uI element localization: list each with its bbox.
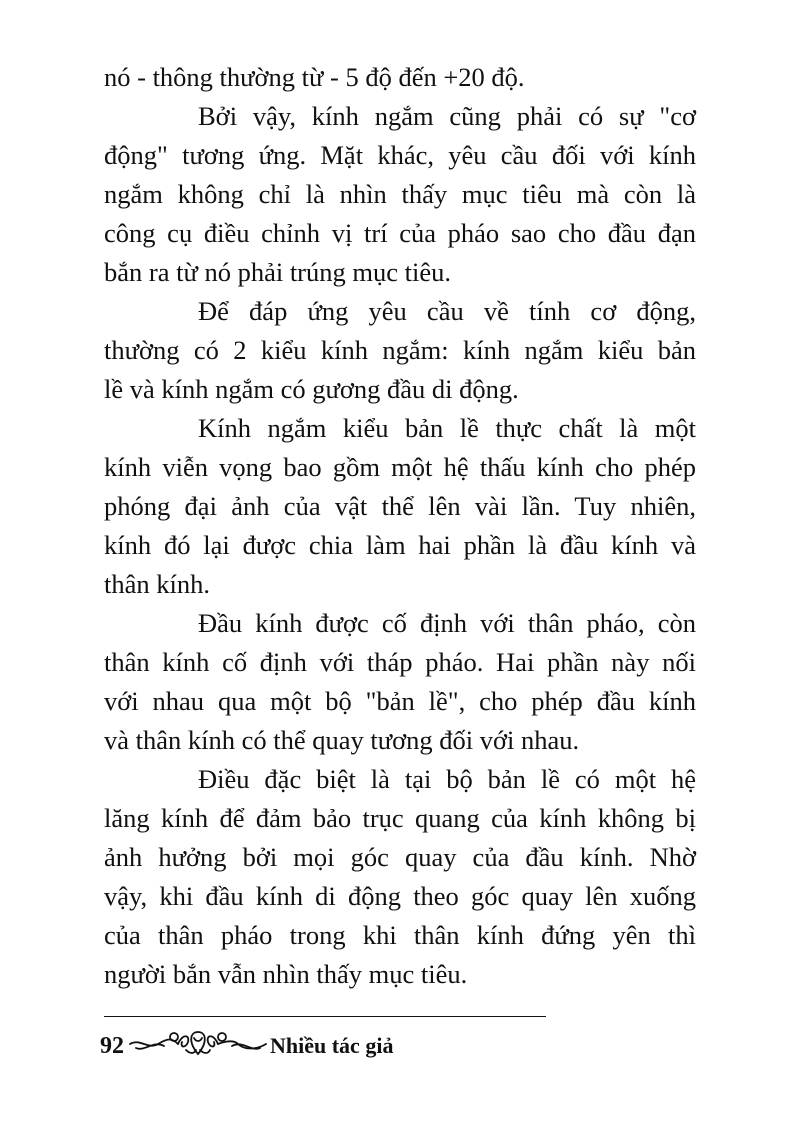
page-number: 92: [100, 1032, 124, 1059]
text-line: người bắn vẫn nhìn thấy mục tiêu.: [104, 959, 468, 989]
text-line: vậy, khi đầu kính di động theo góc quay lên xuống: [104, 881, 696, 911]
text-line: công cụ điều chỉnh vị trí của pháo sao cho đầu đạn: [104, 218, 696, 248]
footer-author: Nhiều tác giả: [270, 1033, 394, 1058]
footer-divider: [104, 1016, 546, 1017]
scroll-ornament-icon: [128, 1028, 268, 1064]
text-line: phóng đại ảnh của vật thể lên vài lần. Tuy nhiên,: [104, 491, 696, 521]
body-text: [104, 58, 696, 994]
text-line: Bởi vậy, kính ngắm cũng phải có sự "cơ: [198, 101, 696, 131]
text-line: lề và kính ngắm có gương đầu di động.: [104, 374, 519, 404]
text-line: kính viễn vọng bao gồm một hệ thấu kính cho phép: [104, 452, 696, 482]
text-line: và thân kính có thể quay tương đối với nhau.: [104, 725, 580, 755]
text-line: lăng kính để đảm bảo trục quang của kính không bị: [104, 803, 696, 833]
text-line: thân kính cố định với tháp pháo. Hai phần này nối: [104, 647, 696, 677]
text-line: bắn ra từ nó phải trúng mục tiêu.: [104, 257, 451, 287]
text-line: Kính ngắm kiểu bản lề thực chất là một: [198, 413, 696, 443]
text-line: Đầu kính được cố định với thân pháo, còn: [198, 608, 696, 638]
page-footer: [100, 1026, 393, 1066]
text-line: Điều đặc biệt là tại bộ bản lề có một hệ: [198, 764, 696, 794]
text-line: với nhau qua một bộ "bản lề", cho phép đầu kính: [104, 686, 696, 716]
text-line: nó - thông thường từ - 5 độ đến +20 độ.: [104, 62, 525, 92]
text-line: thường có 2 kiểu kính ngắm: kính ngắm kiểu bản: [104, 335, 696, 365]
text-line: Để đáp ứng yêu cầu về tính cơ động,: [198, 296, 696, 326]
text-line: kính đó lại được chia làm hai phần là đầu kính và: [104, 530, 696, 560]
text-line: động" tương ứng. Mặt khác, yêu cầu đối với kính: [104, 140, 696, 170]
text-line: thân kính.: [104, 569, 210, 599]
text-line: ảnh hưởng bởi mọi góc quay của đầu kính. Nhờ: [104, 842, 696, 872]
text-line: của thân pháo trong khi thân kính đứng yên thì: [104, 920, 696, 950]
text-line: ngắm không chỉ là nhìn thấy mục tiêu mà còn là: [104, 179, 696, 209]
